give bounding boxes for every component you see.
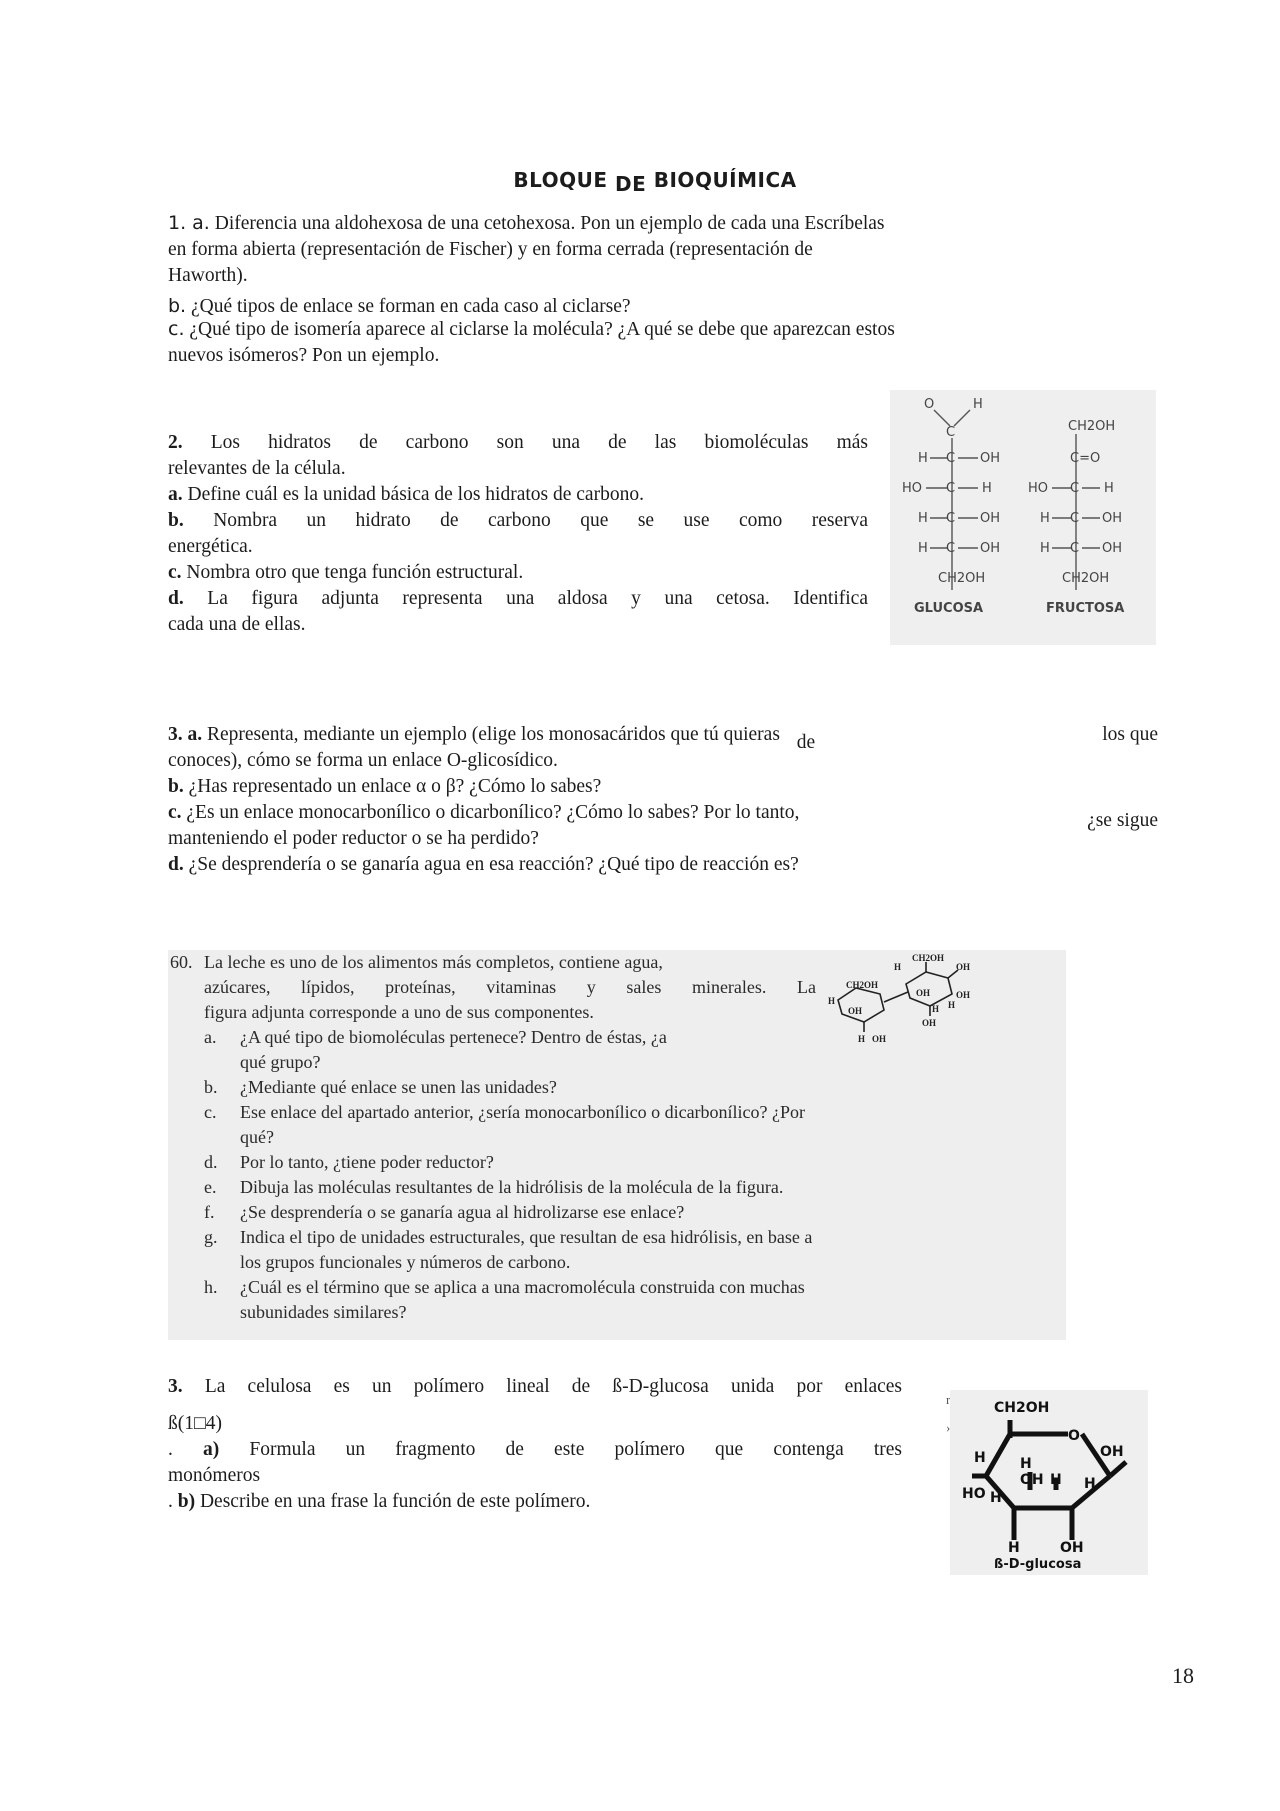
svg-text:OH: OH <box>1100 1444 1124 1460</box>
svg-text:C: C <box>1070 511 1080 526</box>
svg-text:OH: OH <box>1060 1540 1084 1556</box>
svg-text:OH: OH <box>1102 511 1123 526</box>
svg-text:H: H <box>990 1490 1002 1506</box>
svg-text:H: H <box>1008 1540 1020 1556</box>
page-title: BLOQUE DE BIOQUÍMICA <box>513 168 797 196</box>
fructose-carbonyl: C=O <box>1070 451 1101 466</box>
svg-text:OH: OH <box>872 1034 887 1044</box>
svg-text:H: H <box>974 1450 986 1466</box>
svg-text:OH: OH <box>980 541 1001 556</box>
svg-text:H: H <box>1104 481 1114 496</box>
svg-text:C: C <box>946 511 956 526</box>
svg-text:H: H <box>1050 1472 1062 1488</box>
fischer-projection-figure <box>890 390 1156 645</box>
svg-text:H: H <box>932 1004 940 1014</box>
svg-text:H: H <box>1040 541 1050 556</box>
svg-text:H: H <box>1040 511 1050 526</box>
svg-text:C: C <box>946 451 956 466</box>
fructose-top-ch2oh: CH2OH <box>1068 419 1116 434</box>
question-cellulose: 3. La celulosa es un polímero lineal de ß-D-glucosa unida por enlaces ß(1□4) . a) Formula un fragmento de este polímero que contenga tres monómeros . b) Describe en una frase la función de este polímero. <box>168 1376 903 1512</box>
beta-bond-notation: ß(1□4) <box>168 1413 223 1434</box>
side-fragment-1: r <box>946 1392 951 1407</box>
svg-text:OH: OH <box>922 1018 937 1028</box>
svg-text:H: H <box>1084 1476 1096 1492</box>
svg-text:OH: OH <box>980 511 1001 526</box>
glucose-aldehyde-o: O <box>924 397 935 412</box>
q1-a-label: 1. a. <box>168 212 210 234</box>
svg-text:C: C <box>946 481 956 496</box>
ring-oxygen: O <box>1068 1428 1080 1444</box>
svg-text:H: H <box>918 451 928 466</box>
svg-text:H: H <box>1020 1456 1032 1472</box>
svg-text:OH: OH <box>848 1006 863 1016</box>
glucose-ch2oh: CH2OH <box>938 571 986 586</box>
glucose-c1: C <box>946 425 956 440</box>
svg-text:HO: HO <box>1028 481 1049 496</box>
svg-text:OH: OH <box>956 962 971 972</box>
svg-text:OH: OH <box>956 990 971 1000</box>
svg-text:C: C <box>946 541 956 556</box>
question-2: 2. Los hidratos de carbono son una de las biomoléculas más relevantes de la célula. a. Define cuál es la unidad básica de los hidratos de carbono. b. Nombra un hidrato de carbono que se use como reserva energética. c. Nombra otro que tenga función estructural. d. La figura adjunta representa una aldosa y una cetosa. Identifica cada una de ellas. <box>168 432 869 635</box>
svg-text:H: H <box>858 1034 866 1044</box>
svg-text:HO: HO <box>962 1486 986 1502</box>
ch2oh-group: CH2OH <box>994 1400 1050 1416</box>
svg-text:CH2OH: CH2OH <box>846 980 879 990</box>
svg-text:H: H <box>918 511 928 526</box>
milk-number: 60. <box>170 952 193 972</box>
fructose-label: FRUCTOSA <box>1046 601 1125 616</box>
svg-text:H: H <box>828 996 836 1006</box>
figure-caption: ß-D-glucosa <box>994 1557 1082 1572</box>
disaccharide-figure <box>828 952 978 1047</box>
svg-text:OH: OH <box>1020 1472 1044 1488</box>
svg-text:CH2OH: CH2OH <box>912 953 945 963</box>
side-fragment-2: › <box>946 1420 951 1435</box>
question-3: 3. a. Representa, mediante un ejemplo (elige los monosacáridos que tú quieras de los que conoces), cómo se forma un enlace O-glicosídico. b. ¿Has representado un enlace α o β? ¿Cómo lo sabes? c. ¿Es un enlace monocarbonílico o dicarbonílico? ¿Cómo lo sabes? Por lo tanto, ¿se sigue manteniendo el poder reductor o se ha perdido? d. ¿Se desprendería o se ganaría agua en esa reacción? ¿Qué tipo de reacción es? <box>168 724 1158 875</box>
svg-text:H: H <box>982 481 992 496</box>
svg-text:H: H <box>948 1000 956 1010</box>
fructose-bottom-ch2oh: CH2OH <box>1062 571 1110 586</box>
svg-text:OH: OH <box>1102 541 1123 556</box>
milk-question-box: 60. La leche es uno de los alimentos más completos, contiene agua, azúcares, lípidos, proteínas, vitaminas y sales minerales. La figura adjunta corresponde a uno de sus componentes. a. ¿A qué tipo de biomoléculas pertenece? Dentro de éstas, ¿a qué grupo? b. ¿Mediante qué enlace se unen las unidades? c. Ese enlace del apartado anterior, ¿sería monocarbonílico o dicarbonílico? ¿Por qué? d. Por lo tanto, ¿tiene poder reductor? e. Dibuja las moléculas resultantes de la hidrólisis de la molécula de la figura. f. ¿Se desprendería o se ganaría agua al hidrolizarse ese enlace? g. Indica el tipo de unidades estructurales, que resultan de esa hidrólisis, en base a los grupos funcionales y números de carbono. h. ¿Cuál es el término que se aplica a una macromolécula construida con muchas subunidades similares? CH2OH OH H CH2OH H OH H OH OH H OH H OH <box>168 950 1066 1340</box>
page-number: 18 <box>1172 1663 1194 1688</box>
glucose-aldehyde-h: H <box>973 397 983 412</box>
svg-text:C: C <box>1070 541 1080 556</box>
svg-text:H: H <box>894 962 902 972</box>
svg-text:H: H <box>918 541 928 556</box>
glucose-label: GLUCOSA <box>914 601 984 616</box>
question-1: 1. a. Diferencia una aldohexosa de una cetohexosa. Pon un ejemplo de cada una Escríbelas en forma abierta (representación de Fischer) y en forma cerrada (representación de Haworth). b. ¿Qué tipos de enlace se forman en cada caso al ciclarse? c. ¿Qué tipo de isomería aparece al ciclarse la molécula? ¿A qué se debe que aparezcan estos nuevos isómeros? Pon un ejemplo. <box>168 212 895 366</box>
svg-text:C: C <box>1070 481 1080 496</box>
svg-text:HO: HO <box>902 481 923 496</box>
svg-text:OH: OH <box>980 451 1001 466</box>
beta-d-glucose-figure <box>950 1390 1148 1575</box>
svg-text:OH: OH <box>916 988 931 998</box>
